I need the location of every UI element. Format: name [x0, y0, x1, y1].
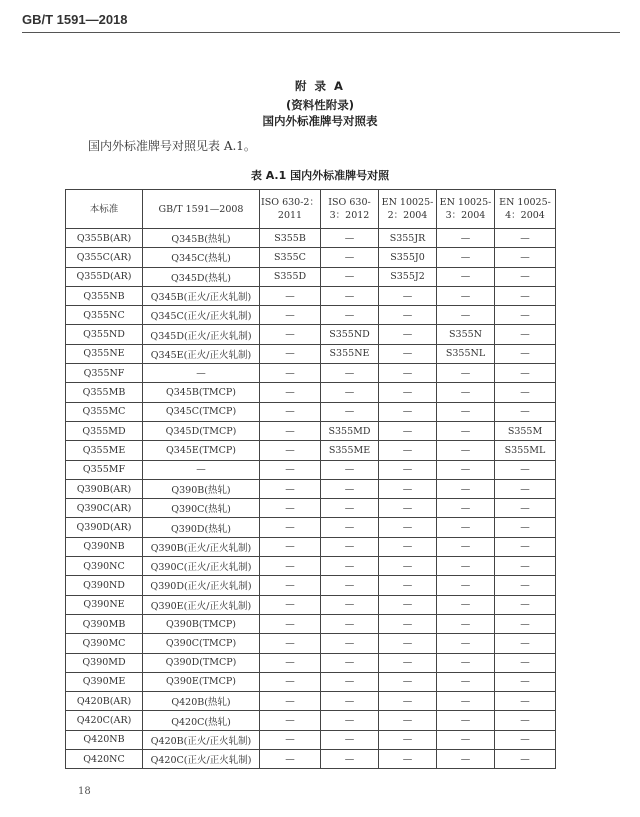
table-cell: — [379, 692, 437, 711]
table-cell: — [260, 750, 321, 769]
table-row [66, 248, 556, 267]
table-cell: Q420B(AR) [66, 692, 143, 711]
table-cell: — [260, 364, 321, 383]
table-cell: — [379, 306, 437, 325]
table-row [66, 383, 556, 402]
column-header: EN 10025-3：2004 [437, 190, 495, 229]
appendix-subtitle: (资料性附录) [285, 98, 354, 112]
table-cell: — [437, 537, 495, 556]
table-cell: — [260, 286, 321, 305]
table-row [66, 364, 556, 383]
table-cell: — [437, 576, 495, 595]
table-row [66, 692, 556, 711]
column-header: EN 10025-2：2004 [379, 190, 437, 229]
table-cell: — [437, 557, 495, 576]
table-cell: S355C [260, 248, 321, 267]
table-cell: S355M [495, 421, 556, 440]
table-cell: — [437, 595, 495, 614]
table-cell: — [495, 344, 556, 363]
table-cell: — [321, 711, 379, 730]
table-cell: — [379, 421, 437, 440]
table-cell: S355NL [437, 344, 495, 363]
table-cell: — [379, 750, 437, 769]
table-cell: Q355MC [66, 402, 143, 421]
table-cell: S355J2 [379, 267, 437, 286]
table-cell: — [260, 479, 321, 498]
table-cell: — [495, 402, 556, 421]
table-row [66, 518, 556, 537]
table-cell: — [495, 672, 556, 691]
table-cell: Q345D(热轧) [143, 267, 260, 286]
table-cell: Q345E(正火/正火轧制) [143, 344, 260, 363]
table-cell: S355J0 [379, 248, 437, 267]
page-number: 18 [78, 786, 91, 797]
table-cell: — [437, 383, 495, 402]
table-cell: — [321, 595, 379, 614]
table-cell: — [495, 653, 556, 672]
table-cell: — [437, 460, 495, 479]
table-cell: — [321, 364, 379, 383]
table-cell: Q390D(正火/正火轧制) [143, 576, 260, 595]
grade-comparison-table [65, 189, 556, 769]
table-cell: — [260, 402, 321, 421]
table-row [66, 750, 556, 769]
table-cell: — [143, 364, 260, 383]
table-cell: — [495, 634, 556, 653]
table-row [66, 441, 556, 460]
table-cell: — [495, 479, 556, 498]
table-cell: — [437, 441, 495, 460]
table-cell: Q390D(TMCP) [143, 653, 260, 672]
table-row [66, 325, 556, 344]
table-cell: — [260, 306, 321, 325]
column-header: ISO 630-2：2011 [260, 190, 321, 229]
table-cell: — [495, 557, 556, 576]
table-cell: — [260, 692, 321, 711]
table-row [66, 229, 556, 248]
table-cell: — [437, 634, 495, 653]
table-cell: Q345C(热轧) [143, 248, 260, 267]
table-cell: — [437, 730, 495, 749]
table-cell: S355D [260, 267, 321, 286]
table-cell: Q390B(AR) [66, 479, 143, 498]
table-cell: Q345D(正火/正火轧制) [143, 325, 260, 344]
table-cell: — [437, 421, 495, 440]
table-cell: — [495, 537, 556, 556]
table-cell: — [321, 750, 379, 769]
table-cell: — [321, 229, 379, 248]
table-cell: — [437, 364, 495, 383]
table-cell: Q390E(正火/正火轧制) [143, 595, 260, 614]
table-cell: — [379, 557, 437, 576]
table-cell: S355MD [321, 421, 379, 440]
table-cell: — [379, 460, 437, 479]
table-cell: Q390NC [66, 557, 143, 576]
table-cell: — [379, 711, 437, 730]
table-cell: Q355D(AR) [66, 267, 143, 286]
table-cell: — [260, 576, 321, 595]
appendix-heading: 国内外标准牌号对照表 [262, 114, 378, 128]
table-cell: Q355B(AR) [66, 229, 143, 248]
table-row [66, 267, 556, 286]
table-cell: — [260, 557, 321, 576]
table-cell: — [437, 711, 495, 730]
table-cell: — [321, 306, 379, 325]
table-cell: — [321, 614, 379, 633]
table-cell: — [321, 460, 379, 479]
table-cell: Q390C(TMCP) [143, 634, 260, 653]
table-cell: Q390ME [66, 672, 143, 691]
table-cell: — [260, 421, 321, 440]
appendix-title: 附 录 A [295, 79, 345, 93]
table-row [66, 537, 556, 556]
column-header: EN 10025-4：2004 [495, 190, 556, 229]
table-body [66, 229, 556, 769]
table-cell: — [321, 672, 379, 691]
table-row [66, 460, 556, 479]
table-cell: — [260, 595, 321, 614]
table-cell: — [379, 479, 437, 498]
table-cell: — [495, 383, 556, 402]
table-cell: Q390NE [66, 595, 143, 614]
table-cell: — [437, 306, 495, 325]
table-cell: Q355MF [66, 460, 143, 479]
table-cell: — [321, 479, 379, 498]
table-cell: — [379, 653, 437, 672]
table-cell: — [260, 653, 321, 672]
table-cell: Q390C(AR) [66, 499, 143, 518]
table-cell: Q355NC [66, 306, 143, 325]
table-cell: — [495, 730, 556, 749]
table-cell: — [495, 499, 556, 518]
table-cell: Q345B(正火/正火轧制) [143, 286, 260, 305]
table-cell: — [379, 499, 437, 518]
table-cell: Q420B(正火/正火轧制) [143, 730, 260, 749]
table-cell: — [437, 750, 495, 769]
table-row [66, 306, 556, 325]
table-cell: Q390D(热轧) [143, 518, 260, 537]
table-cell: Q345C(TMCP) [143, 402, 260, 421]
table-cell: Q390E(TMCP) [143, 672, 260, 691]
table-cell: — [437, 229, 495, 248]
table-row [66, 499, 556, 518]
table-cell: — [437, 518, 495, 537]
table-cell: Q390ND [66, 576, 143, 595]
table-cell: — [495, 692, 556, 711]
table-cell: — [495, 595, 556, 614]
column-header: GB/T 1591—2008 [143, 190, 260, 229]
table-row [66, 402, 556, 421]
table-cell: — [379, 286, 437, 305]
table-cell: — [321, 557, 379, 576]
table-cell: Q345B(热轧) [143, 229, 260, 248]
table-caption: 表 A.1 国内外标准牌号对照 [250, 169, 390, 182]
table-cell: Q390D(AR) [66, 518, 143, 537]
table-cell: — [495, 711, 556, 730]
table-cell: Q355MD [66, 421, 143, 440]
table-cell: — [321, 537, 379, 556]
table-cell: Q345E(TMCP) [143, 441, 260, 460]
table-cell: Q345D(TMCP) [143, 421, 260, 440]
table-cell: S355JR [379, 229, 437, 248]
table-cell: — [321, 518, 379, 537]
table-cell: — [260, 518, 321, 537]
table-cell: — [379, 344, 437, 363]
column-header: ISO 630-3：2012 [321, 190, 379, 229]
table-cell: — [260, 499, 321, 518]
table-cell: — [437, 499, 495, 518]
table-cell: Q355NE [66, 344, 143, 363]
table-cell: — [379, 595, 437, 614]
table-cell: Q345C(正火/正火轧制) [143, 306, 260, 325]
table-cell: — [379, 672, 437, 691]
header-rule [22, 32, 620, 33]
table-cell: — [143, 460, 260, 479]
table-row [66, 595, 556, 614]
table-cell: — [260, 614, 321, 633]
table-cell: — [437, 672, 495, 691]
column-header: 本标准 [66, 190, 143, 229]
table-cell: — [379, 537, 437, 556]
table-cell: Q390B(TMCP) [143, 614, 260, 633]
table-row [66, 576, 556, 595]
table-cell: Q390MD [66, 653, 143, 672]
table-cell: — [437, 286, 495, 305]
table-cell: — [260, 344, 321, 363]
table-cell: — [321, 248, 379, 267]
table-cell: — [260, 383, 321, 402]
table-cell: — [495, 267, 556, 286]
table-cell: — [495, 576, 556, 595]
table-cell: — [321, 267, 379, 286]
table-cell: — [437, 653, 495, 672]
table-cell: S355ME [321, 441, 379, 460]
table-cell: — [321, 383, 379, 402]
table-cell: — [437, 267, 495, 286]
table-cell: S355ML [495, 441, 556, 460]
table-cell: — [260, 672, 321, 691]
table-row [66, 672, 556, 691]
table-cell: — [379, 518, 437, 537]
table-cell: — [495, 286, 556, 305]
table-cell: — [379, 730, 437, 749]
table-cell: — [379, 383, 437, 402]
table-cell: Q420B(热轧) [143, 692, 260, 711]
table-cell: — [379, 325, 437, 344]
table-cell: S355B [260, 229, 321, 248]
standard-code: GB/T 1591—2018 [22, 12, 128, 27]
table-cell: — [260, 537, 321, 556]
table-cell: Q345B(TMCP) [143, 383, 260, 402]
table-cell: — [260, 441, 321, 460]
table-cell: — [437, 248, 495, 267]
table-cell: — [379, 364, 437, 383]
table-row [66, 634, 556, 653]
table-cell: Q390C(正火/正火轧制) [143, 557, 260, 576]
table-row [66, 479, 556, 498]
table-cell: — [495, 325, 556, 344]
table-cell: — [379, 441, 437, 460]
table-cell: Q355NB [66, 286, 143, 305]
table-cell: — [260, 460, 321, 479]
table-row [66, 421, 556, 440]
table-row [66, 711, 556, 730]
table-cell: S355ND [321, 325, 379, 344]
table-cell: — [495, 518, 556, 537]
table-cell: — [260, 634, 321, 653]
intro-text: 国内外标准牌号对照见表 A.1。 [88, 139, 256, 153]
table-cell: — [321, 730, 379, 749]
table-cell: — [495, 306, 556, 325]
table-cell: — [321, 402, 379, 421]
table-cell: Q420NC [66, 750, 143, 769]
table-cell: Q355ME [66, 441, 143, 460]
table-cell: Q420NB [66, 730, 143, 749]
table-cell: Q390B(热轧) [143, 479, 260, 498]
table-cell: Q390MB [66, 614, 143, 633]
table-header-row [66, 190, 556, 229]
table-cell: — [321, 653, 379, 672]
table-cell: Q420C(AR) [66, 711, 143, 730]
table-cell: — [495, 248, 556, 267]
table-cell: — [260, 711, 321, 730]
table-row [66, 286, 556, 305]
table-cell: — [437, 402, 495, 421]
table-cell: Q420C(热轧) [143, 711, 260, 730]
table-cell: S355NE [321, 344, 379, 363]
table-cell: — [437, 692, 495, 711]
table-cell: — [379, 402, 437, 421]
table-row [66, 614, 556, 633]
table-row [66, 344, 556, 363]
table-row [66, 653, 556, 672]
table-cell: Q390C(热轧) [143, 499, 260, 518]
table-cell: — [495, 750, 556, 769]
table-cell: — [437, 614, 495, 633]
table-cell: S355N [437, 325, 495, 344]
table-row [66, 730, 556, 749]
table-cell: — [321, 692, 379, 711]
table-cell: — [379, 634, 437, 653]
table-cell: Q390MC [66, 634, 143, 653]
table-cell: — [321, 499, 379, 518]
table-cell: — [321, 634, 379, 653]
table-cell: — [321, 286, 379, 305]
table-cell: — [379, 576, 437, 595]
table-cell: — [260, 325, 321, 344]
table-cell: Q355C(AR) [66, 248, 143, 267]
table-cell: — [379, 614, 437, 633]
table-cell: Q390NB [66, 537, 143, 556]
table-cell: — [495, 460, 556, 479]
table-cell: Q355ND [66, 325, 143, 344]
table-cell: — [495, 614, 556, 633]
table-cell: Q355MB [66, 383, 143, 402]
table-cell: — [495, 229, 556, 248]
table-cell: Q390B(正火/正火轧制) [143, 537, 260, 556]
table-cell: Q355NF [66, 364, 143, 383]
table-cell: — [437, 479, 495, 498]
table-cell: Q420C(正火/正火轧制) [143, 750, 260, 769]
table-cell: — [321, 576, 379, 595]
table-row [66, 557, 556, 576]
table-cell: — [260, 730, 321, 749]
table-cell: — [495, 364, 556, 383]
